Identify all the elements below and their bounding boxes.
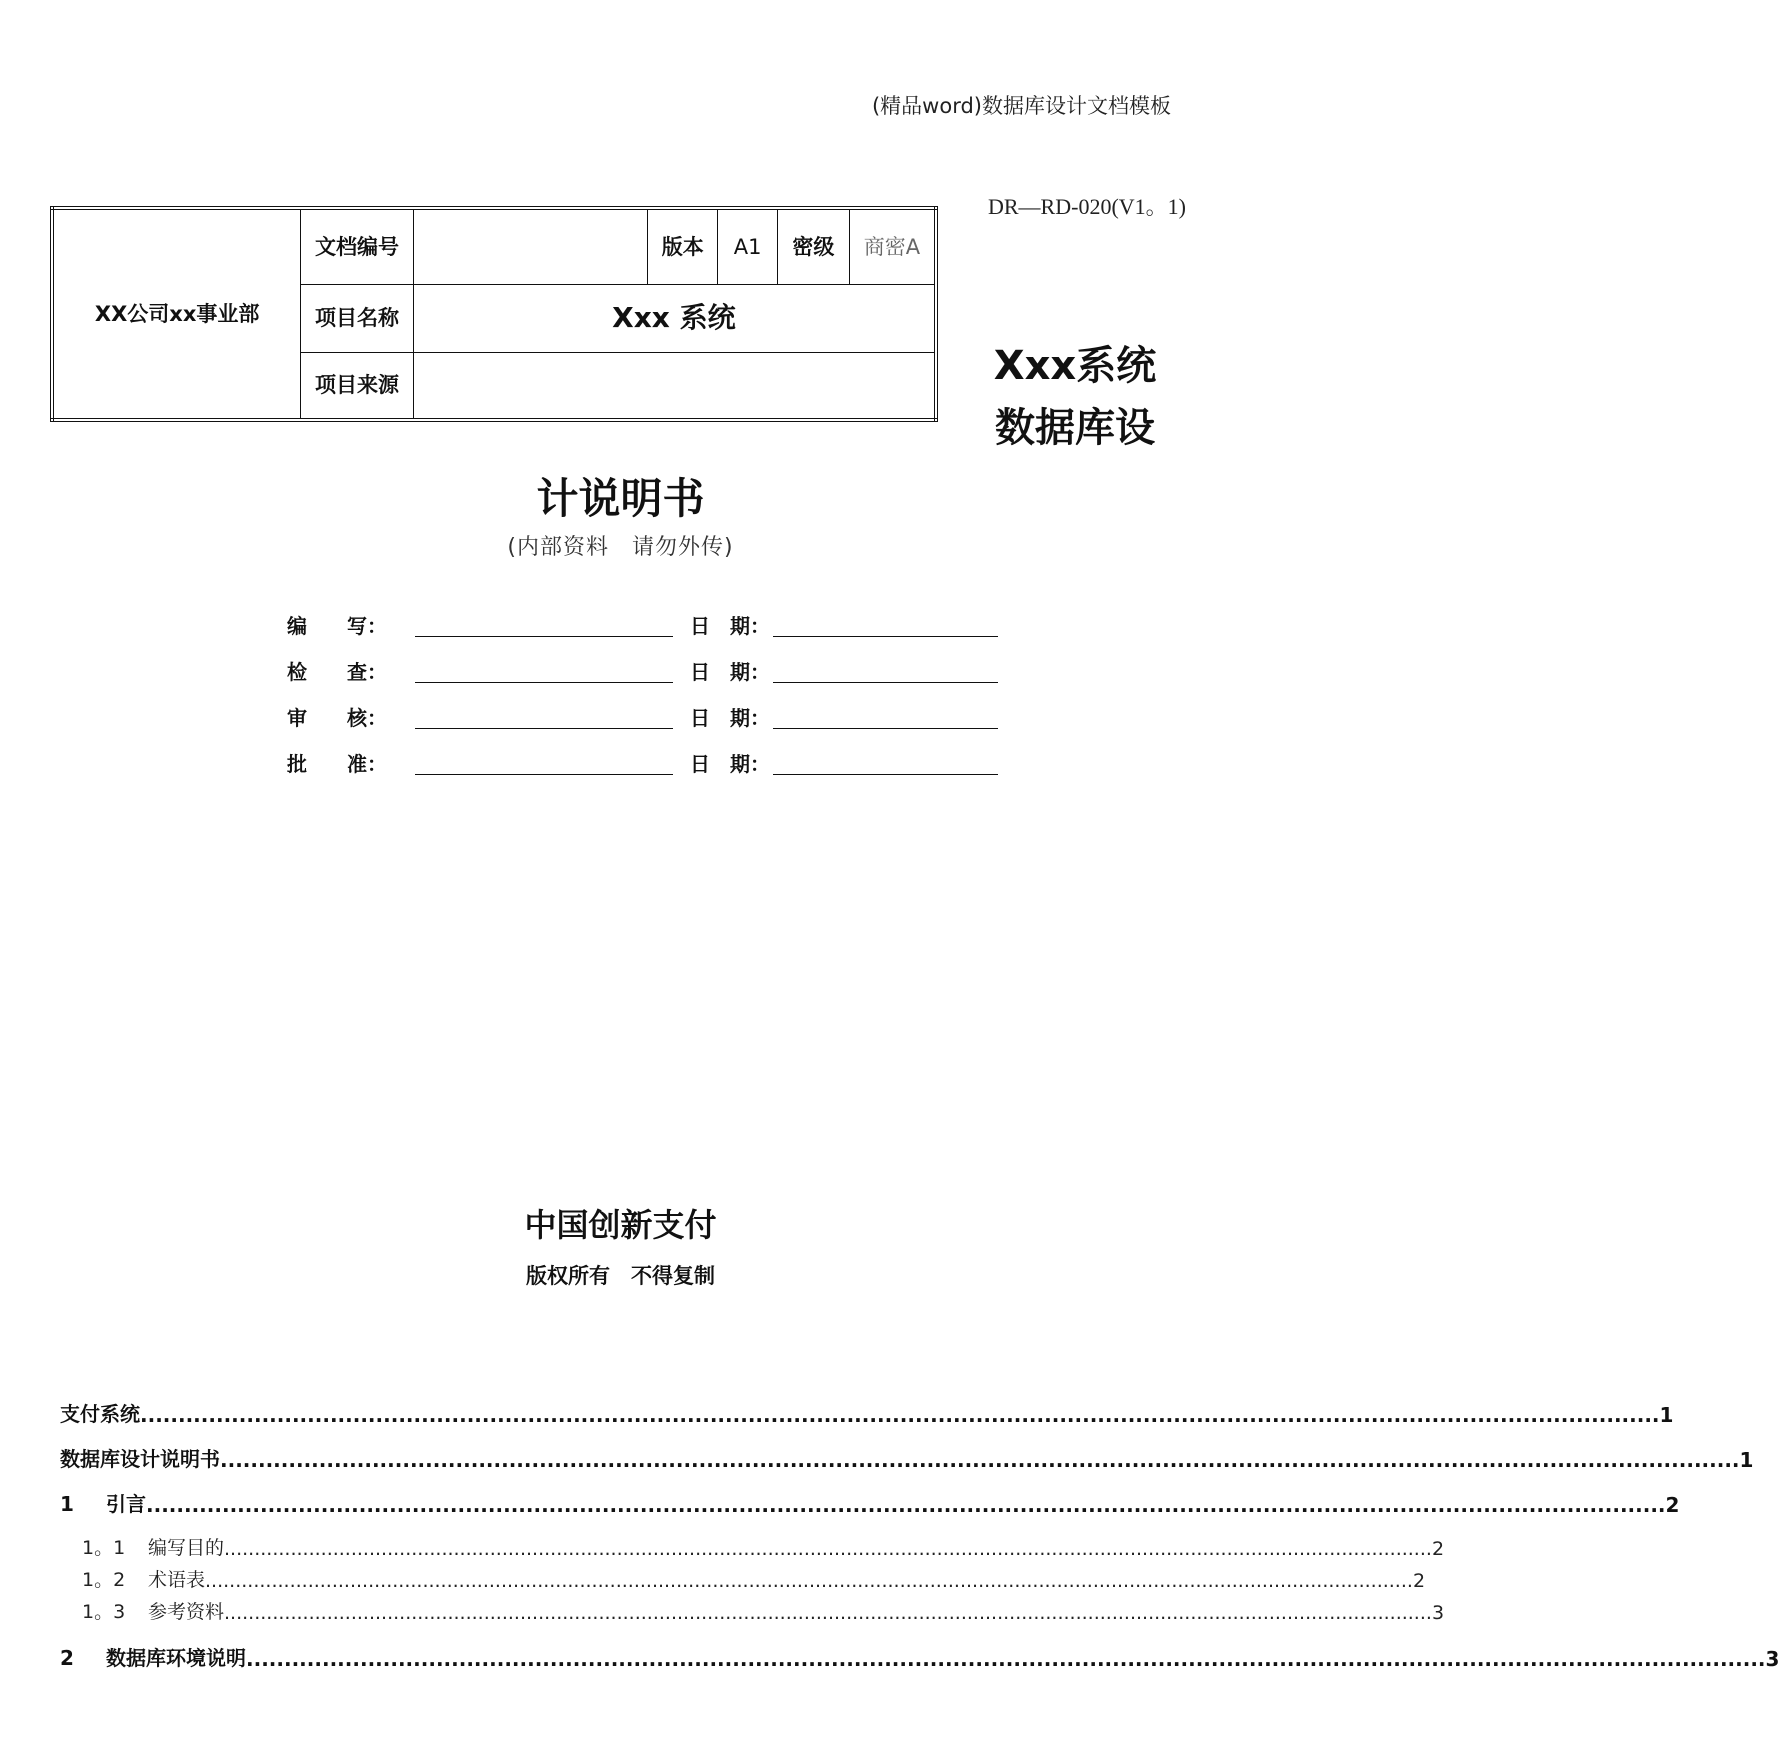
toc-entry-number: 1。3 bbox=[82, 1601, 126, 1623]
document-title-main: 计说明书 bbox=[536, 474, 705, 523]
toc-page-number: 1 bbox=[1739, 1448, 1754, 1472]
date-label: 日 期： bbox=[690, 614, 770, 638]
signature-line[interactable] bbox=[415, 698, 673, 729]
signature-line[interactable] bbox=[415, 652, 673, 683]
toc-leader-dots: ........................................................................................................................................................................................................ bbox=[224, 1538, 1432, 1560]
project-name-label: 项目名称 bbox=[301, 284, 414, 352]
date-line[interactable] bbox=[773, 698, 998, 729]
document-title-side bbox=[960, 335, 1190, 459]
version-label: 版本 bbox=[648, 208, 718, 284]
signature-label: 检 查： bbox=[287, 660, 387, 684]
toc-entry[interactable] bbox=[60, 1443, 1754, 1472]
date-line[interactable] bbox=[773, 652, 998, 683]
toc-leader-dots: ........................................................................................................................................................................................................ bbox=[140, 1403, 1660, 1427]
date-line[interactable] bbox=[773, 744, 998, 775]
toc-entry-label: 术语表 bbox=[148, 1569, 206, 1591]
date-label: 日 期： bbox=[690, 706, 770, 730]
signature-row bbox=[0, 740, 1241, 786]
title-line-2: 数据库设 bbox=[995, 405, 1155, 451]
date-line[interactable] bbox=[773, 606, 998, 637]
secrecy-label: 密级 bbox=[778, 208, 850, 284]
copyright-notice: 版权所有 不得复制 bbox=[526, 1264, 715, 1288]
document-code: DR—RD-020(V1。1) bbox=[988, 194, 1186, 219]
project-source-value bbox=[413, 352, 936, 420]
toc-leader-dots: ........................................................................................................................................................................................................ bbox=[246, 1647, 1766, 1671]
toc-page-number: 2 bbox=[1665, 1493, 1680, 1517]
signature-line[interactable] bbox=[415, 744, 673, 775]
version-value: A1 bbox=[718, 208, 778, 284]
toc-entry-label: 支付系统 bbox=[60, 1402, 140, 1426]
project-source-label: 项目来源 bbox=[301, 352, 414, 420]
toc-entry[interactable] bbox=[82, 1597, 1445, 1624]
toc-leader-dots: ........................................................................................................................................................................................................ bbox=[224, 1602, 1432, 1624]
toc-entry-label: 参考资料 bbox=[148, 1601, 225, 1623]
toc-leader-dots: ........................................................................................................................................................................................................ bbox=[220, 1448, 1740, 1472]
project-name-value: Xxx 系统 bbox=[413, 284, 936, 352]
document-info-table bbox=[50, 206, 938, 422]
secrecy-value: 商密A bbox=[849, 208, 936, 284]
toc-entry-number: 1 bbox=[60, 1492, 74, 1516]
doc-number-label: 文档编号 bbox=[301, 208, 414, 284]
date-label: 日 期： bbox=[690, 752, 770, 776]
doc-number-value bbox=[413, 208, 648, 284]
title-line-1: Xxx系统 bbox=[993, 343, 1157, 389]
toc-page-number: 3 bbox=[1431, 1602, 1445, 1624]
toc-page-number: 2 bbox=[1412, 1570, 1426, 1592]
toc-entry-label: 数据库设计说明书 bbox=[60, 1447, 220, 1471]
toc-entry[interactable] bbox=[82, 1533, 1445, 1560]
toc-entry[interactable] bbox=[60, 1398, 1674, 1427]
toc-entry-label: 数据库环境说明 bbox=[106, 1646, 246, 1670]
signature-line[interactable] bbox=[415, 606, 673, 637]
toc-leader-dots: ........................................................................................................................................................................................................ bbox=[146, 1493, 1666, 1517]
toc-entry-number: 1。1 bbox=[82, 1537, 126, 1559]
signature-label: 审 核： bbox=[287, 706, 387, 730]
toc-entry-label: 引言 bbox=[106, 1492, 146, 1516]
toc-entry[interactable] bbox=[82, 1565, 1426, 1592]
toc-entry-number: 1。2 bbox=[82, 1569, 126, 1591]
company-name: 中国创新支付 bbox=[524, 1206, 717, 1244]
toc-entry-label: 编写目的 bbox=[148, 1537, 225, 1559]
toc-leader-dots: ........................................................................................................................................................................................................ bbox=[205, 1570, 1413, 1592]
toc-page-number: 1 bbox=[1659, 1403, 1674, 1427]
toc-entry-number: 2 bbox=[60, 1646, 74, 1670]
signature-row bbox=[0, 648, 1241, 694]
document-subtitle: (内部资料 请勿外传) bbox=[507, 535, 734, 560]
signature-row bbox=[0, 602, 1241, 648]
toc-entry[interactable] bbox=[60, 1488, 1680, 1517]
date-label: 日 期： bbox=[690, 660, 770, 684]
toc-page-number: 3 bbox=[1765, 1647, 1779, 1671]
organization-cell: XX公司xx事业部 bbox=[52, 208, 301, 420]
signature-row bbox=[0, 694, 1241, 740]
page-header-title: (精品word)数据库设计文档模板 bbox=[871, 94, 1171, 118]
toc-entry[interactable] bbox=[60, 1642, 1779, 1671]
signature-label: 编 写： bbox=[287, 614, 387, 638]
signature-label: 批 准： bbox=[287, 752, 387, 776]
toc-page-number: 2 bbox=[1431, 1538, 1445, 1560]
